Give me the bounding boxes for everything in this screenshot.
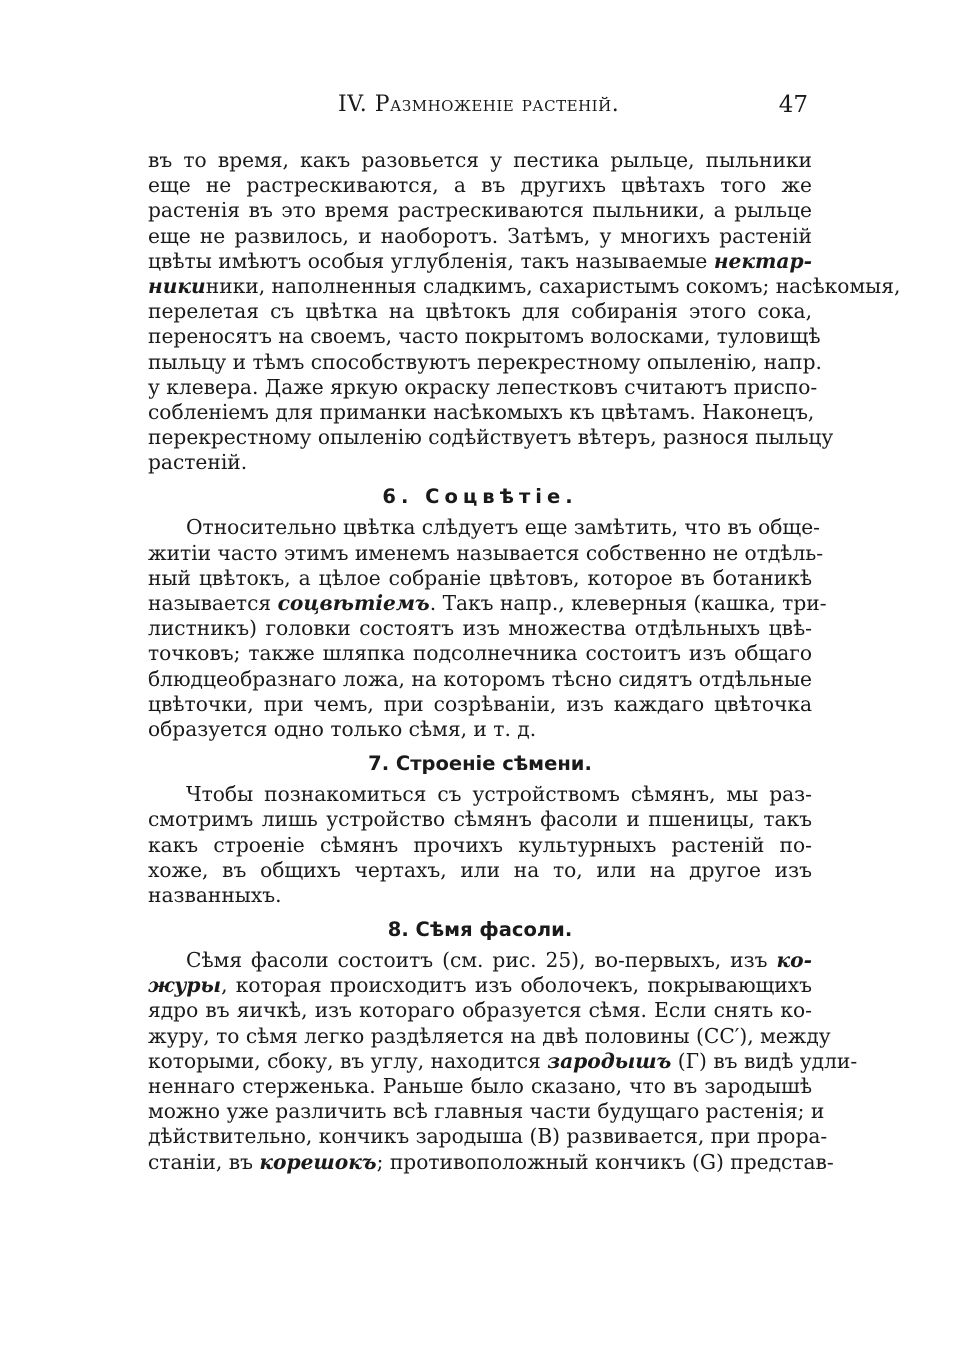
running-head [148,92,812,126]
text-line: перелетая съ цвѣтка на цвѣтокъ для собиранія этого сока, [148,299,812,324]
section-heading-seed-structure: 7. Строеніе сѣмени. [368,752,592,776]
text-line: Чтобы познакомиться съ устройствомъ сѣмянъ, мы раз- [186,782,812,807]
text-line: житіи часто этимъ именемъ называется собственно не отдѣль- [148,540,824,565]
text-segment: . Такъ напр., клеверныя (кашка, три- [429,591,827,615]
text-line: цвѣточки, при чемъ, при созрѣваніи, изъ каждаго цвѣточка [148,691,812,716]
text-line: растенія въ это время растрескиваются пыльники, а рыльце [148,198,812,223]
paragraph-seed-structure [148,782,812,908]
text-line: у клевера. Даже яркую окраску лепестковъ считаютъ приспо- [148,374,818,399]
text-line: журу, то сѣмя легко раздѣляется на двѣ половины (СС′), между [148,1023,831,1048]
paragraph-bean-seed [148,948,858,1175]
text-segment: ники, наполненныя сладкимъ, сахаристымъ сокомъ; насѣкомыя, [205,273,901,298]
paragraph-inflorescence [148,515,827,742]
page-number: 47 [778,92,808,118]
text-line: дѣйствительно, кончикъ зародыша (В) развивается, при прора- [148,1124,828,1149]
running-title: IV. Размноженіе растеній. [338,92,620,117]
text-line: точковъ; также шляпка подсолнечника состоитъ изъ общаго [148,641,812,666]
text-line: переносятъ на своемъ, часто покрытомъ волосками, туловищѣ [148,324,821,349]
text-line: ный цвѣтокъ, а цѣлое собраніе цвѣтовъ, которое въ ботаникѣ [148,565,812,590]
text-line [148,591,827,616]
text-segment: станіи, въ [148,1149,253,1174]
text-line: смотримъ лишь устройство сѣмянъ фасоли и пшеницы, такъ [148,807,812,832]
text-segment: цвѣты имѣютъ особыя углубленія, такъ называемые [148,248,708,273]
text-line: образуется одно только сѣмя, и т. д. [148,716,537,741]
term-seed-coat: ко- [776,948,812,973]
text-line: хоже, въ общихъ чертахъ, или на то, или на другое изъ [148,857,812,882]
text-line: пыльцу и тѣмъ способствуютъ перекрестному опыленію, напр. [148,349,822,374]
text-line: какъ строеніе сѣмянъ прочихъ культурныхъ растеній по- [148,832,812,857]
text-line: еще не развилось, и наоборотъ. Затѣмъ, у многихъ растеній [148,223,812,248]
text-line: неннаго стерженька. Раньше было сказано, что въ зародышѣ [148,1074,812,1098]
term-nectaries: нектар- [713,248,812,273]
body-text [148,148,901,1175]
section-heading-inflorescence: 6. Соцвѣтіе. [382,485,578,509]
term-seed-coat-cont: журы [148,973,222,998]
text-line: растеній. [148,450,248,475]
text-line: Относительно цвѣтка слѣдуетъ еще замѣтить, что въ обще- [186,515,820,540]
text-line: листникъ) головки состоятъ изъ множества отдѣльныхъ цвѣ- [148,616,812,641]
paragraph-pollination [148,148,901,475]
section-heading-bean-seed: 8. Сѣмя фасоли. [387,918,573,942]
text-line [148,973,812,998]
text-line: перекрестному опыленію содѣйствуетъ вѣтеръ, разнося пыльцу [148,425,834,450]
text-segment: называется [148,591,272,615]
text-line [148,249,812,274]
text-segment: (Г) въ видѣ удли- [677,1048,858,1073]
text-line: можно уже различить всѣ главныя части будущаго растенія; и [148,1099,825,1124]
term-embryo: зародышъ [547,1048,672,1073]
text-line: названныхъ. [148,882,282,907]
text-line: еще не растрескиваются, а въ другихъ цвѣтахъ того же [148,173,812,198]
text-line [148,273,901,299]
text-segment: , которая происходитъ изъ оболочекъ, покрывающихъ [221,973,812,998]
text-segment: ; противоположный кончикъ (G) представ- [376,1149,834,1174]
text-segment: Сѣмя фасоли состоитъ (см. рис. 25), во-первыхъ, изъ [186,948,768,973]
text-line [148,948,812,973]
text-line: собленіемъ для приманки насѣкомыхъ къ цвѣтамъ. Наконецъ, [148,399,815,424]
text-segment: которыми, сбоку, въ углу, находится [148,1048,541,1073]
term-inflorescence: соцвѣтіемъ [277,591,430,615]
text-line [148,1048,858,1074]
text-line: блюдцеобразнаго ложа, на которомъ тѣсно сидятъ отдѣльные [148,666,812,691]
term-nectaries-cont: ники [148,273,206,298]
text-line [148,1149,834,1175]
text-line: въ то время, какъ разовьется у пестика рыльце, пыльники [148,148,812,172]
term-rootlet: корешокъ [259,1149,377,1174]
text-line: ядро въ яичкѣ, изъ котораго образуется сѣмя. Если снять ко- [148,998,812,1023]
